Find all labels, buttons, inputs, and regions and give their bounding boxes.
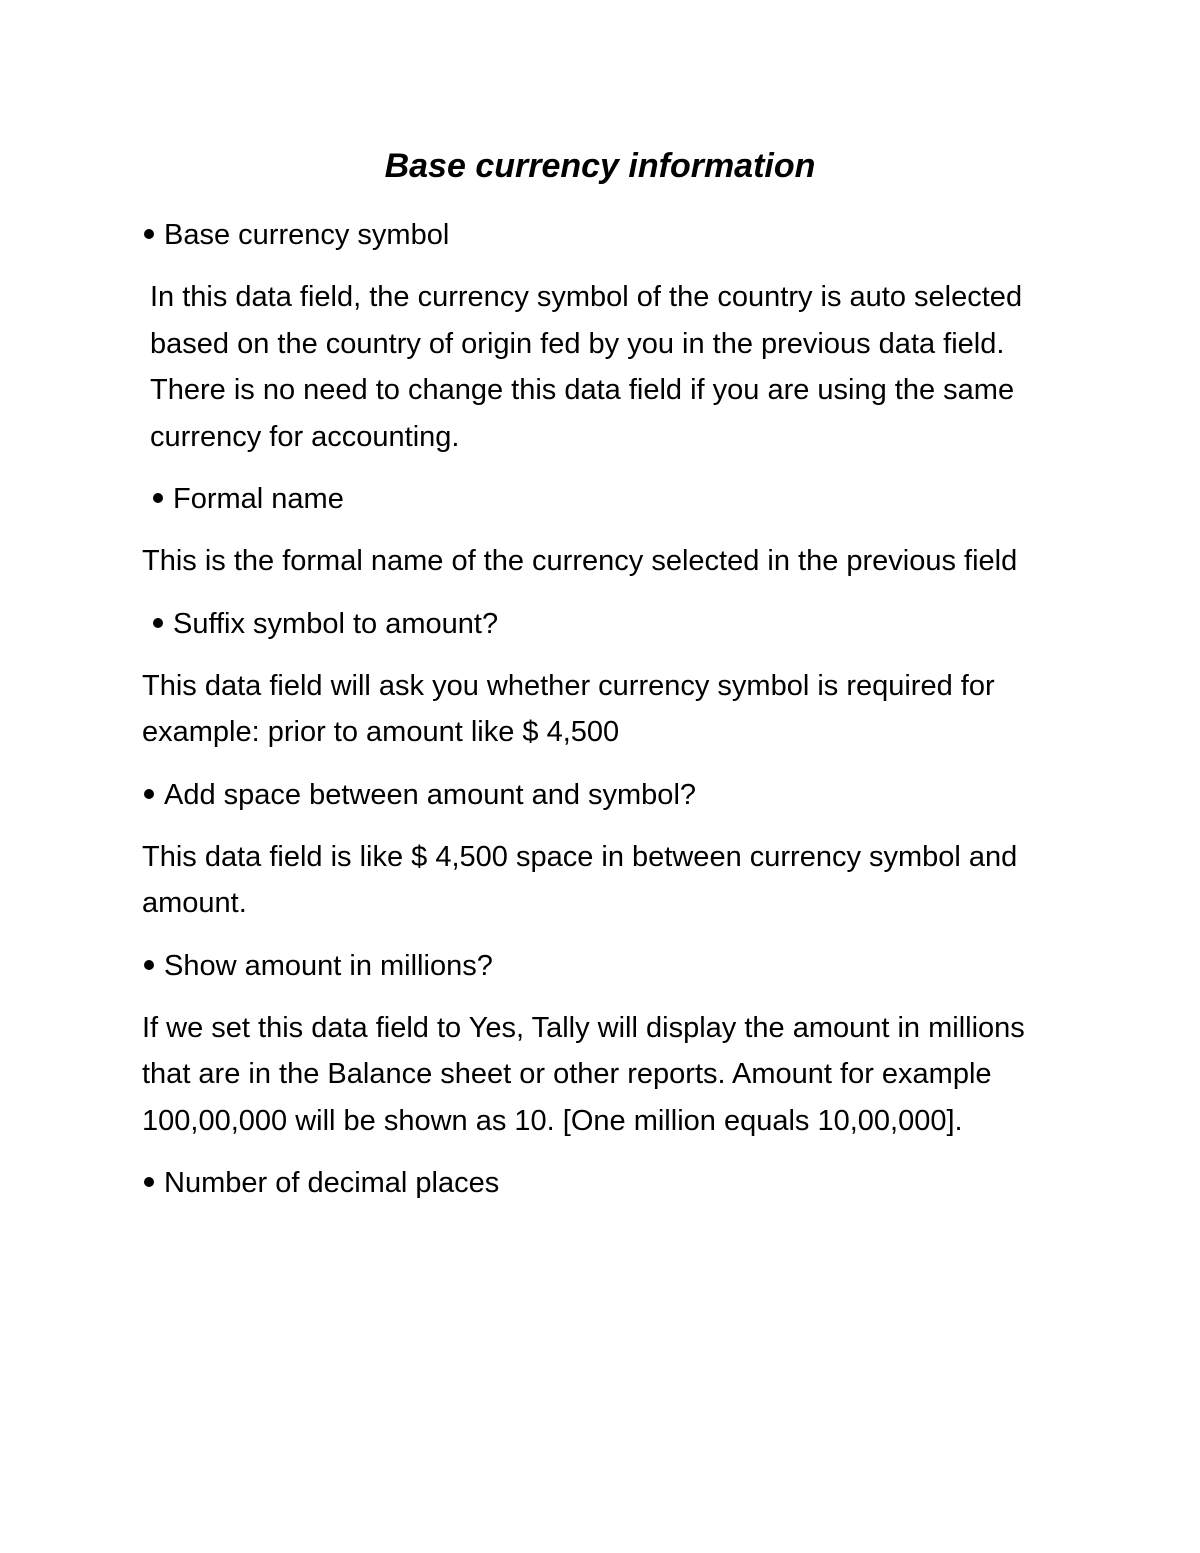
page-title: Base currency information [384, 147, 816, 185]
bullet-item [142, 1160, 1072, 1206]
paragraph: This data field will ask you whether currency symbol is required for example: prior to amount like $ 4,500 [142, 669, 995, 748]
bullet-heading: Base currency symbol [164, 219, 450, 251]
paragraph: This is the formal name of the currency selected in the previous field [142, 545, 1018, 577]
bullet-heading: Add space between amount and symbol? [164, 778, 697, 811]
bullet-item [142, 212, 1072, 258]
paragraph: In this data field, the currency symbol of the country is auto selected based on the country of origin fed by you in the previous data field. There is no need to change this data field if you are using the same currency for accounting. [150, 281, 1023, 453]
bullet-heading: Suffix symbol to amount? [173, 607, 499, 640]
bullet-icon [153, 618, 163, 628]
bullet-item [142, 943, 1072, 989]
bullet-item [142, 601, 1072, 647]
bullet-icon [144, 229, 154, 239]
document-body [142, 212, 1072, 1222]
bullet-icon [144, 960, 154, 970]
bullet-item [142, 476, 1072, 522]
paragraph: If we set this data field to Yes, Tally will display the amount in millions that are in the Balance sheet or other reports. Amount for example 100,00,000 will be shown as 10. [One million equals 10,00,000]. [142, 1011, 1025, 1137]
bullet-heading: Formal name [173, 483, 344, 515]
bullet-heading: Number of decimal places [164, 1167, 500, 1199]
bullet-icon [153, 493, 163, 503]
bullet-heading: Show amount in millions? [164, 949, 493, 982]
bullet-icon [144, 1177, 154, 1187]
paragraph: This data field is like $ 4,500 space in between currency symbol and amount. [142, 840, 1018, 919]
bullet-item [142, 772, 1072, 818]
bullet-icon [144, 789, 154, 799]
